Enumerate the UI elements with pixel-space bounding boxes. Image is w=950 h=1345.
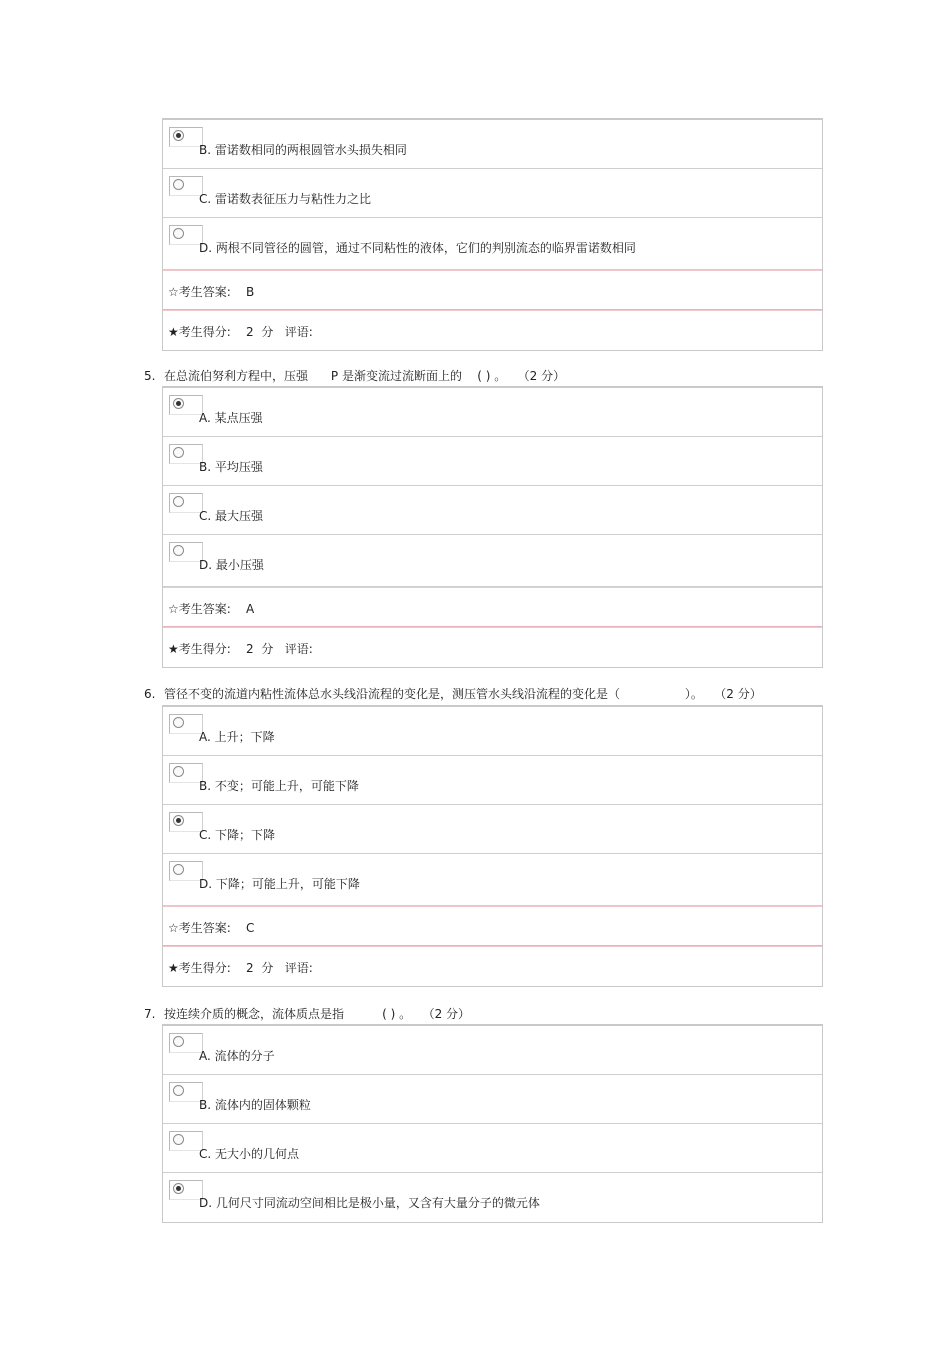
option-label: D. 最小压强	[199, 558, 264, 572]
radio-button[interactable]	[173, 1134, 184, 1145]
radio-button[interactable]	[173, 130, 184, 141]
option-row[interactable]	[163, 756, 822, 805]
radio-frame	[169, 395, 203, 415]
question-number: 6.	[144, 687, 156, 701]
radio-button[interactable]	[173, 496, 184, 507]
option-label: D. 下降；可能上升，可能下降	[199, 877, 360, 891]
question-6-title	[144, 685, 762, 703]
radio-button[interactable]	[173, 1183, 184, 1194]
radio-button[interactable]	[173, 766, 184, 777]
option-label: C. 雷诺数表征压力与粘性力之比	[199, 192, 372, 206]
radio-frame	[169, 127, 203, 147]
answer-row	[163, 270, 822, 310]
option-row[interactable]	[163, 120, 822, 169]
question-7-block	[162, 1024, 823, 1223]
radio-frame	[169, 1082, 203, 1102]
option-label: A. 流体的分子	[199, 1049, 275, 1063]
radio-frame	[169, 861, 203, 881]
question-number: 5.	[144, 369, 156, 383]
radio-button[interactable]	[173, 1036, 184, 1047]
option-label: C. 下降；下降	[199, 828, 276, 842]
option-row[interactable]	[163, 1026, 822, 1075]
radio-frame	[169, 812, 203, 832]
student-score: ★考生得分: 2 分 评语:	[168, 642, 313, 656]
question-4-block	[162, 118, 823, 351]
option-label: B. 平均压强	[199, 460, 263, 474]
score-row	[163, 310, 822, 350]
radio-button[interactable]	[173, 864, 184, 875]
option-label: B. 流体内的固体颗粒	[199, 1098, 311, 1112]
radio-frame	[169, 493, 203, 513]
option-label: A. 上升；下降	[199, 730, 275, 744]
question-5-block	[162, 386, 823, 668]
radio-button[interactable]	[173, 179, 184, 190]
question-text: 按连续介质的概念，流体质点是指 ( ) 。 （2 分）	[164, 1007, 471, 1021]
radio-frame	[169, 763, 203, 783]
score-row	[163, 627, 822, 667]
radio-frame	[169, 444, 203, 464]
question-7-title	[144, 1005, 470, 1023]
radio-button[interactable]	[173, 228, 184, 239]
question-text: 管径不变的流道内粘性流体总水头线沿流程的变化是，测压管水头线沿流程的变化是（ ）。 （2 分）	[164, 687, 762, 701]
student-answer: ☆考生答案: A	[168, 602, 255, 616]
answer-row	[163, 906, 822, 946]
question-6-block	[162, 705, 823, 987]
radio-button[interactable]	[173, 717, 184, 728]
score-row	[163, 946, 822, 986]
option-row[interactable]	[163, 707, 822, 756]
radio-button[interactable]	[173, 398, 184, 409]
option-row[interactable]	[163, 1075, 822, 1124]
student-score: ★考生得分: 2 分 评语:	[168, 325, 313, 339]
student-answer: ☆考生答案: C	[168, 921, 255, 935]
option-label: D. 两根不同管径的圆管，通过不同粘性的液体，它们的判别流态的临界雷诺数相同	[199, 241, 636, 255]
question-text: 在总流伯努利方程中，压强 P 是渐变流过流断面上的 ( ) 。 （2 分）	[164, 369, 566, 383]
option-row[interactable]	[163, 535, 822, 587]
radio-button[interactable]	[173, 447, 184, 458]
option-label: D. 几何尺寸同流动空间相比是极小量，又含有大量分子的微元体	[199, 1196, 540, 1210]
student-answer: ☆考生答案: B	[168, 285, 255, 299]
radio-frame	[169, 1131, 203, 1151]
option-label: B. 不变；可能上升，可能下降	[199, 779, 359, 793]
option-row[interactable]	[163, 218, 822, 270]
radio-frame	[169, 1033, 203, 1053]
option-row[interactable]	[163, 169, 822, 218]
option-label: B. 雷诺数相同的两根圆管水头损失相同	[199, 143, 407, 157]
radio-frame	[169, 225, 203, 245]
option-row[interactable]	[163, 805, 822, 854]
radio-frame	[169, 714, 203, 734]
question-5-title	[144, 367, 565, 385]
radio-button[interactable]	[173, 815, 184, 826]
option-row[interactable]	[163, 854, 822, 906]
option-row[interactable]	[163, 486, 822, 535]
radio-frame	[169, 542, 203, 562]
option-row[interactable]	[163, 388, 822, 437]
option-label: A. 某点压强	[199, 411, 263, 425]
radio-button[interactable]	[173, 1085, 184, 1096]
option-row[interactable]	[163, 1124, 822, 1173]
answer-row	[163, 587, 822, 627]
option-row[interactable]	[163, 1173, 822, 1222]
radio-frame	[169, 1180, 203, 1200]
option-row[interactable]	[163, 437, 822, 486]
radio-frame	[169, 176, 203, 196]
radio-button[interactable]	[173, 545, 184, 556]
question-number: 7.	[144, 1007, 156, 1021]
option-label: C. 无大小的几何点	[199, 1147, 300, 1161]
student-score: ★考生得分: 2 分 评语:	[168, 961, 313, 975]
option-label: C. 最大压强	[199, 509, 264, 523]
